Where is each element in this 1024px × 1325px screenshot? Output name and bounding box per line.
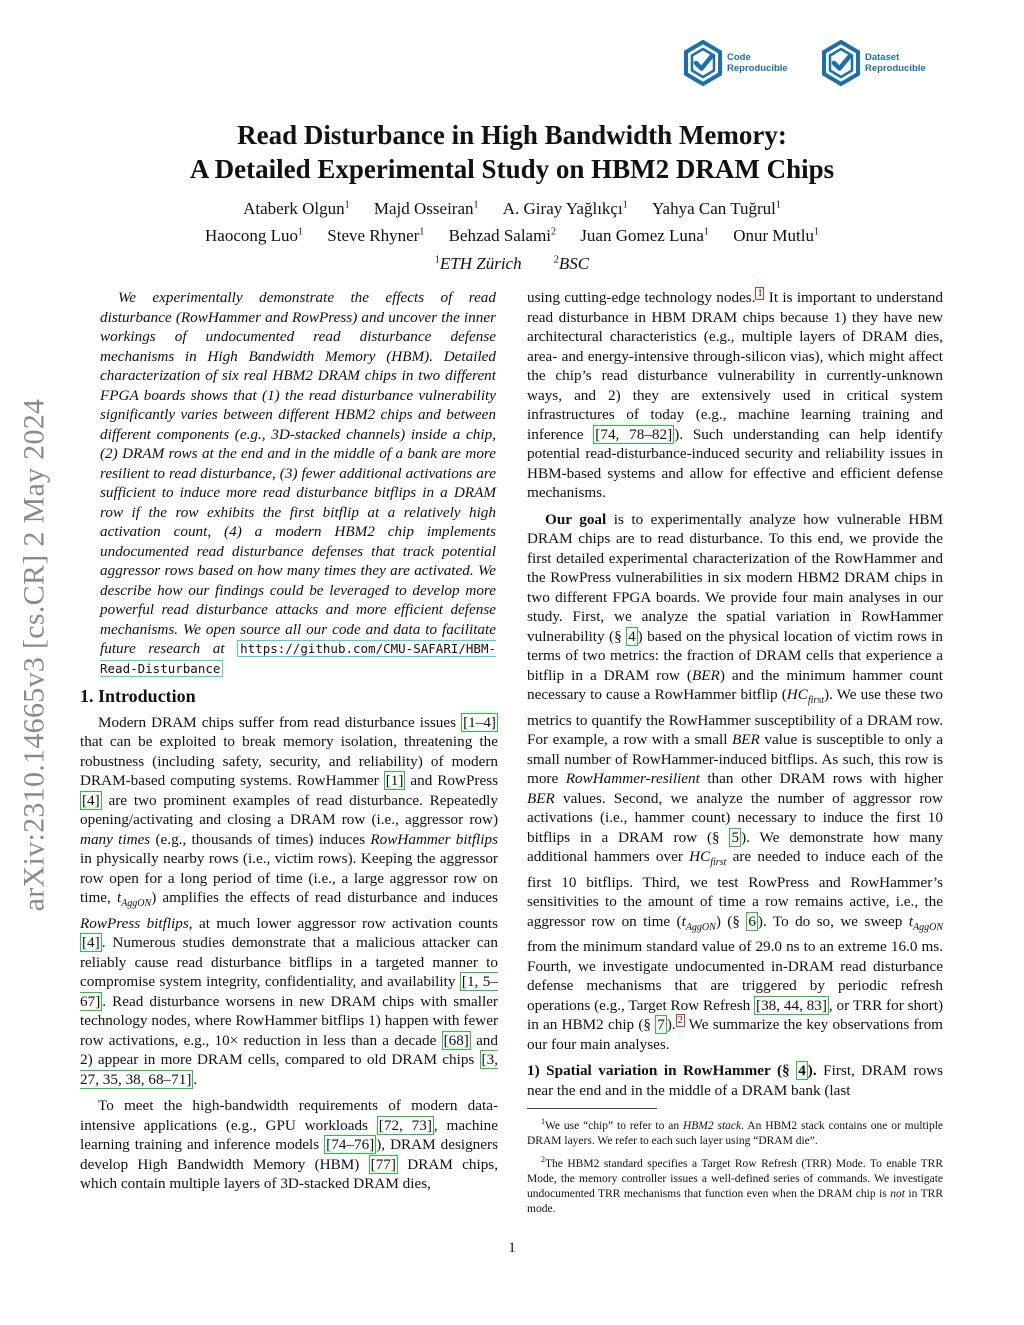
abstract-text: We experimentally demonstrate the effects of read disturbance (RowHammer and RowPress) and uncover the inner workings of undocumented read disturbance defense mechanisms in High Bandwidth Memory (HBM). Detailed characterization of six real HBM2 DRAM chips in two different FPGA boards shows that (1) the read disturbance vulnerability significantly varies between different HBM2 chips and between different components (e.g., 3D-stacked channels) inside a chip, (2) DRAM rows at the end and in the middle of a bank are more resilient to read disturbance, (3) fewer additional activations are sufficient to induce more read disturbance bitflips in a DRAM row if the row exhibits the first bitflip at a relatively high activation count, (4) a modern HBM2 chip implements undocumented read disturbance defenses that track potential aggressor rows based on how many times they are activated. We describe how our findings could be leveraged to develop more powerful read disturbance attacks and more efficient defense mechanisms. We open source all our code and data to facilitate future research at — [100, 289, 496, 657]
citation-link[interactable]: [74–76] — [326, 1136, 375, 1154]
author: Onur Mutlu$^1$ — [733, 226, 819, 246]
abstract — [80, 288, 498, 678]
intro-paragraph-4: Our goal is to experimentally analyze how vulnerable HBM DRAM chips are to read disturbance. To this end, we provide the first detailed experimental characterization of the RowHammer and the RowPress vulnerabilities in six modern HBM2 DRAM chips in two different FPGA boards. We provide four main analyses in our study. First, we analyze the spatial variation in RowHammer vulnerability (§ 4 ) based on the physical location of victim rows in terms of two metrics: the fraction of DRAM cells that experience a bitflip in a DRAM row (BER) and the minimum hammer count necessary to cause a RowHammer bitflip $(HC_{first})$. We use these two metrics to quantify the RowHammer susceptibility of a DRAM row. For example, a row with a small BER value is susceptible to only a small number of RowHammer-induced bitflips. As such, this row is more RowHammer-resilient than other DRAM rows with higher BER values. Second, we analyze the number of aggressor row activations (i.e., hammer count) necessary to induce the first 10 bitflips in a DRAM row (§ 5 ). We demonstrate how many additional hammers over $HC_{first}$ are needed to induce each of the first 10 bitflips. Third, we test RowPress and RowHammer’s sensitivities to the amount of time a row remains active, i.e., the aggressor row on time $(t_{AggON})$ (§ 6 ). To do so, we sweep $t_{AggON}$ from the minimum standard value of 29.0 ns to an extreme 16.0 ms. Fourth, we investigate undocumented in-DRAM read disturbance defense mechanisms that are triggered by periodic refresh operations (e.g., Target Row Refresh [38, 44, 83] , or TRR for short) in an HBM2 chip (§ 7 ). $^2$ We summarize the key observations from our four main analyses. — [527, 510, 944, 1053]
code-badge-line1: Code — [727, 52, 751, 63]
author: Behzad Salami$^2$ — [448, 226, 557, 246]
citation-link[interactable]: [4] — [82, 791, 100, 809]
left-column — [80, 288, 498, 1201]
dataset-reproducible-badge — [821, 40, 926, 86]
affiliation: $^1$ETH Zürich — [434, 253, 522, 273]
right-column — [527, 288, 943, 1220]
author: Haocong Luo$^1$ — [205, 226, 304, 246]
code-badge-line2: Reproducible — [727, 63, 788, 74]
hc-first-symbol: $HC_{first}$ — [689, 848, 727, 869]
title-line-2: A Detailed Experimental Study on HBM2 DRAM Chips — [189, 154, 835, 184]
arxiv-stamp — [4, 350, 64, 960]
citation-link[interactable]: [68] — [443, 1031, 469, 1049]
citation-link[interactable]: [1–4] — [463, 713, 496, 731]
footnote-1: $^1$We use “chip” to refer to an HBM2 stack. An HBM2 stack contains one or multiple DRAM layers. We refer to each such layer using “DRAM die”. — [527, 1117, 943, 1147]
intro-paragraph-5: 1) Spatial variation in RowHammer (§ 4 ). First, DRAM rows near the end and in the middle of a DRAM bank (last — [527, 1062, 943, 1099]
author-row-2 — [80, 221, 944, 249]
affiliations — [80, 248, 944, 276]
dataset-reproducible-badge-icon — [821, 40, 861, 86]
affiliation: $^2$BSC — [553, 253, 590, 273]
citation-link[interactable]: [72, 73] — [378, 1116, 432, 1134]
t-agg-on-symbol: $t_{AggON}$ — [681, 912, 716, 933]
page-number: 1 — [508, 1240, 516, 1256]
arxiv-stamp-text: arXiv:2310.14665v3 [cs.CR] 2 May 2024 — [17, 398, 51, 912]
citation-link[interactable]: [74, 78–82] — [595, 425, 673, 443]
citation-link[interactable]: [1] — [385, 772, 404, 789]
footnote-ref-2[interactable]: 2 — [677, 1015, 683, 1027]
section-ref-link[interactable]: 5 — [731, 828, 740, 846]
author-row-1 — [80, 193, 944, 221]
dataset-badge-line2: Reproducible — [865, 63, 926, 74]
section-ref-link[interactable]: 6 — [748, 912, 756, 930]
section-ref-link[interactable]: 4 — [628, 627, 636, 645]
repository-link[interactable]: https://github.com/CMU-SAFARI/HBM-Read-Disturbance — [100, 641, 496, 676]
section-ref-link[interactable]: 7 — [657, 1016, 665, 1034]
section-heading-introduction: 1. Introduction — [80, 686, 196, 706]
citation-link[interactable]: [3, 27, 35, 38, 68–71] — [80, 1051, 498, 1088]
footnote-divider — [527, 1108, 657, 1109]
citation-link[interactable]: [77] — [370, 1155, 396, 1173]
intro-paragraph-2: To meet the high-bandwidth requirements of modern data-intensive applications (e.g., GPU workloads [72, 73] , machine learning training and inference models [74–76] ), DRAM designers develop High Bandwidth Memory (HBM) [77] DRAM chips, which contain multiple layers of 3D-stacked DRAM dies, — [80, 1097, 499, 1193]
hc-first-symbol: $HC_{first}$ — [786, 686, 825, 707]
paper-title — [80, 118, 944, 186]
author: Yahya Can Tuğrul$^1$ — [651, 198, 781, 218]
code-reproducible-badge — [683, 40, 788, 86]
section-ref-link[interactable]: 4 — [798, 1062, 806, 1080]
author: Juan Gomez Luna$^1$ — [580, 226, 709, 246]
intro-paragraph-1: Modern DRAM chips suffer from read disturbance issues [1–4] that can be exploited to break memory isolation, threatening the robustness (including safety, security, and reliability) of modern DRAM-based computing systems. RowHammer [1] and RowPress [4] are two prominent examples of read disturbance. Repeatedly opening/activating and closing a DRAM row (i.e., aggressor row) many times (e.g., thousands of times) induces RowHammer bitflips in physically nearby rows (i.e., victim rows). Keeping the aggressor row open for a long period of time (i.e., a large aggressor row on time, $t_{AggON}$) amplifies the effects of read disturbance and induces RowPress bitflips, at much lower aggressor row activation counts [4] . Numerous studies demonstrate that a malicious attacker can reliably cause read disturbance bitflips in a targeted manner to compromise system integrity, confidentiality, and availability [1, 5–67] . Read disturbance worsens in new DRAM chips with smaller technology nodes, where RowHammer bitflips 1) happen with fewer row activations, e.g., 10× reduction in less than a decade [68] and 2) appear in more DRAM cells, compared to old DRAM chips [3, 27, 35, 38, 68–71] . — [80, 713, 499, 1088]
dataset-badge-line1: Dataset — [865, 52, 900, 63]
citation-link[interactable]: [38, 44, 83] — [756, 996, 827, 1014]
footnote-2: $^2$The HBM2 standard specifies a Target Row Refresh (TRR) Mode. To enable TRR Mode, the memory controller issues a well-defined series of commands. We investigate undocumented TRR mechanisms that function even when the DRAM chip is not in TRR mode. — [527, 1154, 944, 1215]
citation-link[interactable]: [4] — [82, 934, 100, 952]
author: Steve Rhyner$^1$ — [327, 226, 425, 246]
intro-paragraph-3: using cutting-edge technology nodes. $^1$ It is important to understand read disturbance in HBM DRAM chips because 1) they have new architectural characteristics (e.g., multiple layers of DRAM dies, area- and energy-intensive through-silicon vias), which might affect the chip’s read disturbance vulnerability in currently-unknown ways, and 2) they are extensively used in critical system infrastructures of today (e.g., machine learning training and inference [74, 78–82] ). Such understanding can help identify potential read-disturbance-induced security and reliability issues in HBM-based systems and allow for effective and efficient defense mechanisms. — [527, 287, 943, 501]
author-block — [80, 193, 944, 276]
author: Majd Osseiran$^1$ — [373, 198, 479, 218]
citation-link[interactable]: [1, 5–67] — [80, 973, 498, 1010]
code-reproducible-badge-icon — [683, 40, 723, 86]
footnote-ref-1[interactable]: 1 — [757, 287, 763, 299]
title-line-1: Read Disturbance in High Bandwidth Memory: — [237, 120, 787, 150]
t-agg-on-symbol: $t_{AggON}$ — [116, 889, 152, 910]
t-agg-on-symbol: $t_{AggON}$ — [908, 912, 943, 933]
author: A. Giray Yağlıkçı$^1$ — [502, 198, 628, 218]
author: Ataberk Olgun$^1$ — [243, 198, 350, 218]
